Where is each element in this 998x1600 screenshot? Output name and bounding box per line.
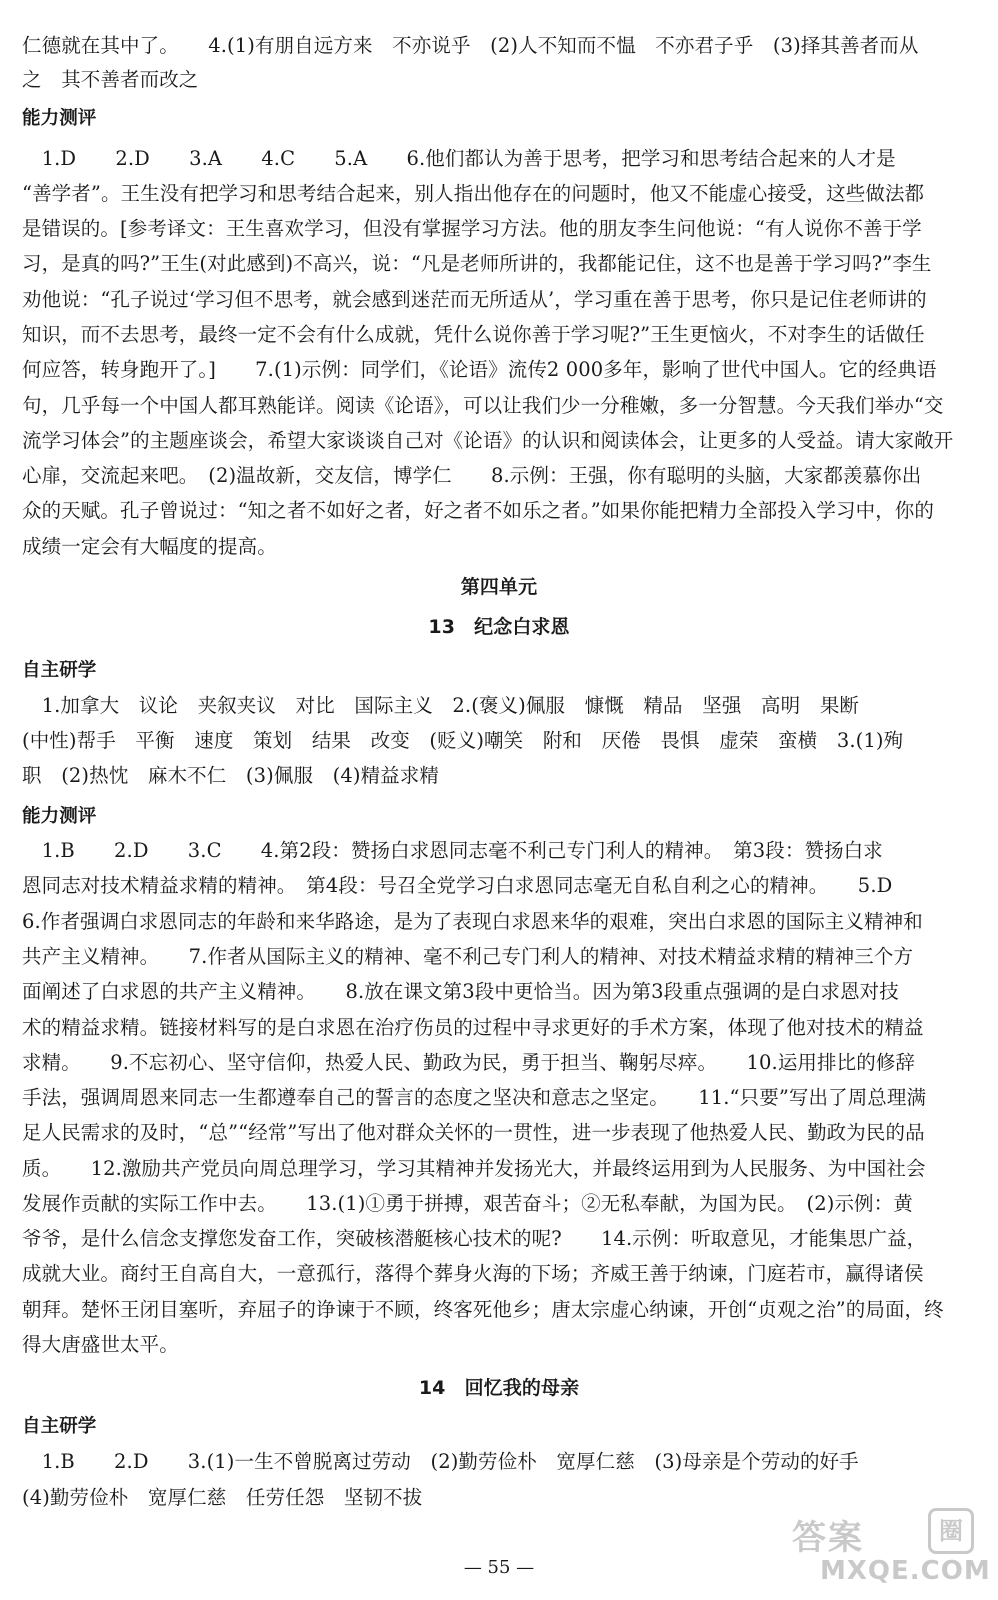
text-line: 足人民需求的及时，“总”“经常”写出了他对群众关怀的一贯性，进一步表现了他热爱人民、勤政为民的品 [22, 1121, 925, 1144]
text-line: 得大唐盛世太平。 [22, 1333, 179, 1356]
text-line: 流学习体会”的主题座谈会，希望大家谈谈自己对《论语》的认识和阅读体会，让更多的人受益。请大家敞开 [22, 429, 954, 452]
text-line: 劝他说：“孔子说过‘学习但不思考，就会感到迷茫而无所适从’，学习重在善于思考，你只是记住老师讲的 [22, 288, 927, 311]
text-line: 知识，而不去思考，最终一定不会有什么成就，凭什么说你善于学习呢?”王生更恼火，不对李生的话做任 [22, 323, 925, 346]
text-line: 面阐述了白求恩的共产主义精神。 8.放在课文第3段中更恰当。因为第3段重点强调的是白求恩对技 [22, 980, 899, 1003]
section-heading: 能力测评 [22, 806, 97, 827]
section-title: 14 回忆我的母亲 [418, 1377, 580, 1399]
watermark-url: MXQE.COM [820, 1556, 991, 1586]
text-line: 恩同志对技术精益求精的精神。 第4段：号召全党学习白求恩同志毫无自私自利之心的精神。 5.D [22, 874, 893, 897]
section-heading: 自主研学 [22, 1416, 97, 1437]
section-title: 13 纪念白求恩 [428, 616, 570, 638]
text-line: 1.D 2.D 3.A 4.C 5.A 6.他们都认为善于思考，把学习和思考结合起来的人才是 [22, 147, 896, 170]
text-line: 发展作贡献的实际工作中去。 13.(1)①勇于拼搏，艰苦奋斗；②无私奉献，为国为民。 (2)示例：黄 [22, 1192, 913, 1215]
text-line: 之 其不善者而改之 [22, 68, 199, 91]
text-line: (中性)帮手 平衡 速度 策划 结果 改变 (贬义)嘲笑 附和 厌倦 畏惧 虚荣 蛮横 3.(1)殉 [22, 729, 904, 752]
text-line: 质。 12.激励共产党员向周总理学习，学习其精神并发扬光大，并最终运用到为人民服务、为中国社会 [22, 1157, 926, 1180]
text-line: 求精。 9.不忘初心、坚守信仰，热爱人民、勤政为民，勇于担当、鞠躬尽瘁。 10.运用排比的修辞 [22, 1051, 916, 1074]
text-line: 职 (2)热忱 麻木不仁 (3)佩服 (4)精益求精 [22, 764, 439, 787]
text-line: 6.作者强调白求恩同志的年龄和来华路途，是为了表现白求恩来华的艰难，突出白求恩的国际主义精神和 [22, 910, 923, 933]
page-number: — 55 — [463, 1557, 535, 1578]
text-line: 成就大业。商纣王自高自大，一意孤行，落得个葬身火海的下场；齐威王善于纳谏，门庭若市，赢得诸侯 [22, 1262, 924, 1285]
text-line: 1.加拿大 议论 夹叙夹议 对比 国际主义 2.(褒义)佩服 慷慨 精品 坚强 高明 果断 [22, 694, 860, 717]
text-line: (4)勤劳俭朴 宽厚仁慈 任劳任怨 坚韧不拔 [22, 1486, 423, 1509]
text-line: 1.B 2.D 3.C 4.第2段：赞扬白求恩同志毫不利己专门利人的精神。 第3段：赞扬白求 [22, 839, 883, 862]
text-line: “善学者”。王生没有把学习和思考结合起来，别人指出他存在的问题时，他又不能虚心接受，这些做法都 [22, 182, 925, 205]
text-line: 习，是真的吗?”王生(对此感到)不高兴，说：“凡是老师所讲的，我都能记住，这不也是善于学习吗?”李生 [22, 252, 932, 275]
section-heading: 能力测评 [22, 108, 97, 129]
text-line: 共产主义精神。 7.作者从国际主义的精神、毫不利己专门利人的精神、对技术精益求精的精神三个方 [22, 945, 914, 968]
text-line: 仁德就在其中了。 4.(1)有朋自远方来 不亦说乎 (2)人不知而不愠 不亦君子乎 (3)择其善者而从 [22, 34, 919, 57]
watermark-text: 答案 [792, 1518, 864, 1558]
text-line: 众的天赋。孔子曾说过：“知之者不如好之者，好之者不如乐之者。”如果你能把精力全部投入学习中，你的 [22, 499, 934, 522]
text-line: 何应答，转身跑开了。] 7.(1)示例：同学们，《论语》流传2 000多年，影响了世代中国人。它的经典语 [22, 358, 937, 381]
text-line: 爷爷，是什么信念支撑您发奋工作，突破核潜艇核心技术的呢? 14.示例：听取意见，才能集思广益， [22, 1227, 927, 1250]
section-heading: 自主研学 [22, 660, 97, 681]
text-line: 句，几乎每一个中国人都耳熟能详。阅读《论语》，可以让我们少一分稚嫩，多一分智慧。今天我们举办“交 [22, 394, 944, 417]
text-line: 成绩一定会有大幅度的提高。 [22, 535, 277, 558]
section-title: 第四单元 [460, 576, 538, 598]
watermark-logo [784, 1506, 991, 1592]
text-line: 是错误的。[参考译文：王生喜欢学习，但没有掌握学习方法。他的朋友李生问他说：“有人说你不善于学 [22, 217, 922, 240]
watermark-icon: 圈 [928, 1508, 974, 1554]
text-line: 1.B 2.D 3.(1)一生不曾脱离过劳动 (2)勤劳俭朴 宽厚仁慈 (3)母亲是个劳动的好手 [22, 1450, 859, 1473]
text-line: 朝拜。楚怀王闭目塞听，弃屈子的诤谏于不顾，终客死他乡；唐太宗虚心纳谏，开创“贞观之治”的局面，终 [22, 1298, 944, 1321]
text-line: 心扉，交流起来吧。 (2)温故新，交友信，博学仁 8.示例：王强，你有聪明的头脑，大家都羡慕你出 [22, 464, 922, 487]
text-line: 手法，强调周恩来同志一生都遵奉自己的誓言的态度之坚决和意志之坚定。 11.“只要”写出了周总理满 [22, 1086, 927, 1109]
text-line: 术的精益求精。链接材料写的是白求恩在治疗伤员的过程中寻求更好的手术方案，体现了他对技术的精益 [22, 1016, 924, 1039]
